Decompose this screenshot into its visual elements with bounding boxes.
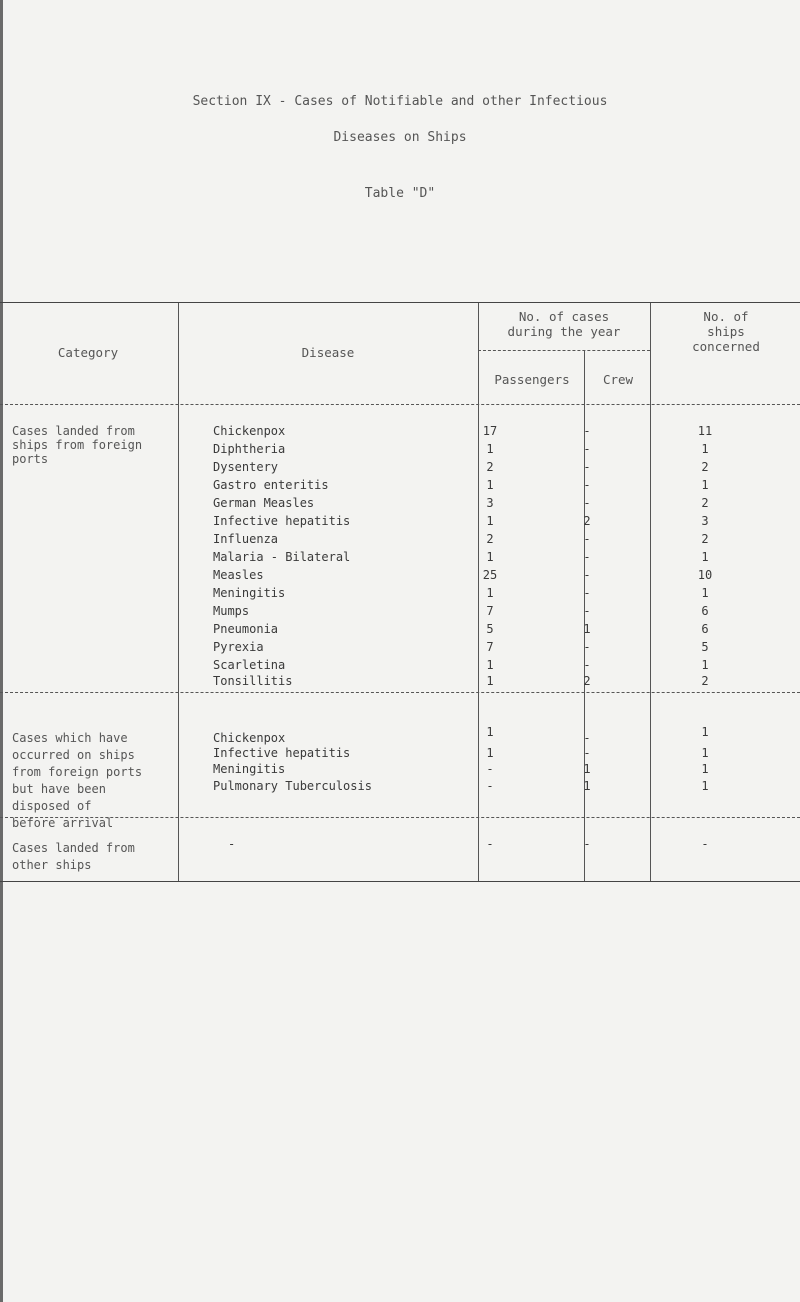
disease-cell: Pyrexia [213, 640, 264, 654]
table-row [0, 478, 800, 492]
header-bottom-rule [0, 404, 800, 405]
disease-cell: Scarletina [213, 658, 286, 672]
passengers-cell: 7 [486, 604, 494, 618]
ships-cell: 1 [701, 658, 709, 672]
disease-cell: Pulmonary Tuberculosis [213, 779, 372, 793]
crew-cell: - [583, 478, 591, 492]
crew-cell: - [583, 586, 591, 600]
disease-cell: - [228, 837, 236, 851]
disease-cell: Chickenpox [213, 731, 286, 745]
table-row [0, 442, 800, 456]
ships-cell: 1 [701, 478, 709, 492]
header-disease: Disease [301, 345, 355, 360]
table-row [0, 837, 800, 851]
section-1-bottom-rule [0, 692, 800, 693]
ships-cell: 11 [697, 424, 713, 438]
passengers-cell: 7 [486, 640, 494, 654]
category-line: ports [12, 452, 49, 466]
passengers-cell: 1 [486, 658, 494, 672]
category-line: Cases landed from [12, 841, 135, 855]
ships-cell: 1 [701, 586, 709, 600]
ships-cell: 1 [701, 550, 709, 564]
disease-cell: Influenza [213, 532, 279, 546]
header-ships-line1: No. of [703, 309, 749, 324]
crew-cell: - [583, 550, 591, 564]
category-line: ships from foreign [12, 438, 143, 452]
ships-cell: 6 [701, 604, 709, 618]
table-row [0, 604, 800, 618]
table-row [0, 725, 800, 745]
table-row [0, 568, 800, 582]
crew-cell: - [583, 640, 591, 654]
header-ships-line3: concerned [692, 339, 760, 354]
category-line: other ships [12, 858, 92, 872]
crew-cell: - [583, 496, 591, 510]
table-row [0, 779, 800, 793]
crew-cell: 2 [583, 514, 591, 528]
table-row [0, 640, 800, 654]
category-line: before arrival [12, 816, 114, 830]
section-subtitle: Diseases on Ships [333, 130, 467, 145]
category-line: from foreign ports [12, 765, 143, 779]
category-line: but have been [12, 782, 106, 796]
passengers-cell: 1 [486, 725, 494, 739]
ships-cell: 2 [701, 460, 709, 474]
ships-cell: 1 [701, 725, 709, 739]
crew-cell: - [583, 460, 591, 474]
crew-cell: - [583, 837, 591, 851]
disease-cell: Diphtheria [213, 442, 286, 456]
crew-cell: - [583, 731, 591, 745]
ships-cell: 2 [701, 532, 709, 546]
ships-cell: 3 [701, 514, 709, 528]
disease-cell: Meningitis [213, 762, 286, 776]
table-row [0, 622, 800, 636]
disease-cell: Measles [213, 568, 264, 582]
crew-cell: 1 [583, 779, 591, 793]
table-row [0, 674, 800, 688]
disease-cell: Tonsillitis [213, 674, 293, 688]
disease-cell: Meningitis [213, 586, 286, 600]
table-bottom-rule [0, 881, 800, 882]
crew-cell: - [583, 532, 591, 546]
ships-cell: - [701, 837, 709, 851]
crew-cell: 2 [583, 674, 591, 688]
passengers-cell: - [486, 762, 494, 776]
disease-cell: Infective hepatitis [213, 514, 351, 528]
category-line: occurred on ships [12, 748, 135, 762]
table-row [0, 424, 800, 438]
crew-cell: 1 [583, 762, 591, 776]
passengers-cell: 1 [486, 586, 494, 600]
table-row [0, 496, 800, 510]
passengers-cell: 5 [486, 622, 494, 636]
header-crew: Crew [602, 372, 634, 387]
passengers-cell: 1 [486, 514, 494, 528]
crew-cell: - [583, 604, 591, 618]
crew-cell: - [583, 442, 591, 456]
disease-cell: Pneumonia [213, 622, 279, 636]
passengers-cell: 1 [486, 478, 494, 492]
disease-cell: Malaria - Bilateral [213, 550, 351, 564]
table-row [0, 762, 800, 776]
ships-cell: 10 [697, 568, 713, 582]
table-row [0, 460, 800, 474]
passengers-cell: 1 [486, 746, 494, 760]
header-passengers: Passengers [494, 372, 570, 387]
ships-cell: 1 [701, 746, 709, 760]
disease-cell: Mumps [213, 604, 250, 618]
crew-cell: - [583, 568, 591, 582]
crew-cell: 1 [583, 622, 591, 636]
category-line: disposed of [12, 799, 92, 813]
section-title: Section IX - Cases of Notifiable and other Infectious [192, 94, 608, 109]
header-category: Category [57, 345, 119, 360]
crew-cell: - [583, 658, 591, 672]
passengers-cell: 25 [482, 568, 498, 582]
table-row [0, 550, 800, 564]
crew-cell: - [583, 746, 591, 760]
passengers-cell: - [486, 837, 494, 851]
disease-cell: Gastro enteritis [213, 478, 329, 492]
disease-cell: Dysentery [213, 460, 279, 474]
table-row [0, 532, 800, 546]
cases-subheader-rule [478, 350, 650, 351]
category-line: Cases which have [12, 731, 128, 745]
table-row [0, 658, 800, 672]
header-cases-line2: during the year [507, 324, 621, 339]
ships-cell: 1 [701, 442, 709, 456]
ships-cell: 1 [701, 762, 709, 776]
disease-cell: Chickenpox [213, 424, 286, 438]
ships-cell: 2 [701, 496, 709, 510]
crew-cell: - [583, 424, 591, 438]
header-cases-line1: No. of cases [518, 309, 610, 324]
ships-cell: 6 [701, 622, 709, 636]
passengers-cell: 2 [486, 460, 494, 474]
table-top-rule [0, 302, 800, 303]
passengers-cell: - [486, 779, 494, 793]
ships-cell: 5 [701, 640, 709, 654]
table-row [0, 586, 800, 600]
table-row [0, 746, 800, 760]
ships-cell: 1 [701, 779, 709, 793]
table-row [0, 514, 800, 528]
category-line: Cases landed from [12, 424, 135, 438]
passengers-cell: 3 [486, 496, 494, 510]
passengers-cell: 1 [486, 674, 494, 688]
ships-cell: 2 [701, 674, 709, 688]
passengers-cell: 1 [486, 550, 494, 564]
table-label: Table "D" [364, 186, 436, 201]
disease-cell: German Measles [213, 496, 315, 510]
passengers-cell: 2 [486, 532, 494, 546]
header-ships-line2: ships [707, 324, 745, 339]
passengers-cell: 1 [486, 442, 494, 456]
passengers-cell: 17 [482, 424, 498, 438]
disease-cell: Infective hepatitis [213, 746, 351, 760]
